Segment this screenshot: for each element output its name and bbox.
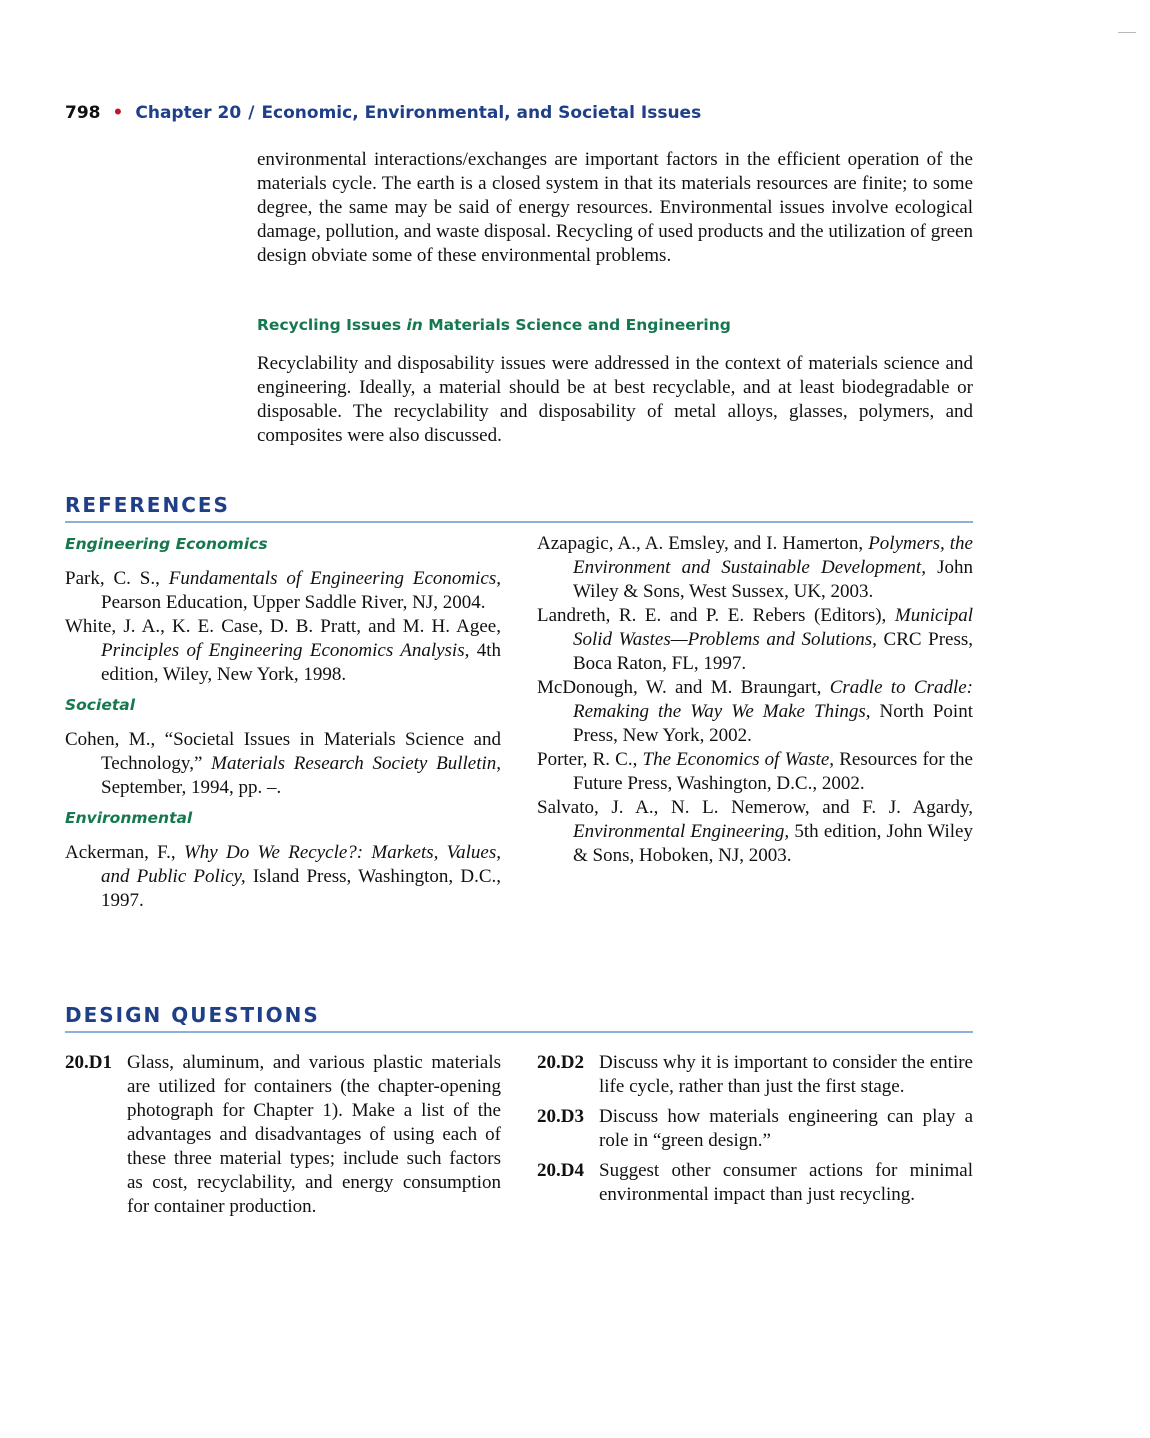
design-questions-heading: DESIGN QUESTIONS bbox=[65, 1001, 973, 1033]
question-number: 20.D2 bbox=[537, 1052, 584, 1073]
reference-authors: Cohen, M., “Societal Issues in Materials Science and Technology,” bbox=[65, 729, 501, 774]
reference-publication: , North Point Press, New York, 2002. bbox=[573, 701, 973, 746]
reference-salvato bbox=[537, 796, 973, 868]
reference-publication: CRC Press, Boca Raton, FL, 1997. bbox=[573, 629, 973, 674]
reference-title: Cradle to Cradle: Remaking the Way We Make Things bbox=[573, 677, 973, 722]
reference-porter bbox=[537, 748, 973, 796]
reference-publication: 4th edition, Wiley, New York, 1998. bbox=[101, 640, 501, 685]
reference-azapagic bbox=[537, 532, 973, 604]
ref-category-environmental: Environmental bbox=[65, 809, 193, 827]
reference-title: Environmental Engineering, bbox=[573, 821, 790, 842]
recycling-subheading-part1: Recycling Issues bbox=[257, 316, 407, 334]
reference-publication: John Wiley & Sons, West Sussex, UK, 2003. bbox=[573, 557, 973, 602]
question-text: Glass, aluminum, and various plastic materials are utilized for containers (the chapter-opening photograph for Chapter 1). Make a list of the advantages and disadvantages of using each of these three material types; include such factors as cost, recyclability, and energy consumption for container production. bbox=[127, 1052, 501, 1217]
reference-publication: September, 1994, pp. –. bbox=[101, 777, 282, 798]
chapter-label: Chapter 20 bbox=[135, 103, 242, 123]
reference-publication: Pearson Education, Upper Saddle River, NJ, 2004. bbox=[101, 592, 486, 613]
reference-authors: White, J. A., K. E. Case, D. B. Pratt, and M. H. Agee, bbox=[65, 616, 501, 637]
reference-title: Why Do We Recycle?: Markets, Values, and Public Policy, bbox=[101, 842, 502, 887]
page-number: 798 bbox=[65, 103, 101, 123]
reference-title: Polymers, the Environment and Sustainable Development, bbox=[573, 533, 973, 578]
reference-publication: Island Press, Washington, D.C., 1997. bbox=[101, 866, 501, 911]
reference-title: Principles of Engineering Economics Analysis, bbox=[101, 640, 470, 661]
reference-title: The Economics of Waste, bbox=[642, 749, 835, 770]
recycling-paragraph: Recyclability and disposability issues were addressed in the context of materials science and engineering. Ideally, a material should be at best recyclable, and at least biodegradable or disposable. The recyclability and disposability of metal alloys, glasses, polymers, and composites were also discussed. bbox=[257, 353, 973, 446]
reference-authors: Ackerman, F., bbox=[65, 842, 184, 863]
design-question-d1 bbox=[65, 1051, 501, 1219]
header-bullet: • bbox=[112, 103, 124, 123]
ref-category-societal: Societal bbox=[65, 696, 136, 714]
reference-authors: Azapagic, A., A. Emsley, and I. Hamerton, bbox=[537, 533, 869, 554]
reference-publication: Resources for the Future Press, Washington, D.C., 2002. bbox=[573, 749, 973, 794]
recycling-subheading-part2: Materials Science and Engineering bbox=[422, 316, 731, 334]
references-heading: REFERENCES bbox=[65, 491, 973, 523]
design-questions-left-column bbox=[65, 1051, 501, 1225]
intro-paragraph: environmental interactions/exchanges are important factors in the efficient operation of the materials cycle. The earth is a closed system in that its materials resources are finite; to some degree, the same may be said of energy resources. Environmental issues involve ecological damage, pollution, and waste disposal. Recycling of used products and the utilization of green design obviate some of these environmental problems. bbox=[257, 149, 973, 266]
corner-mark bbox=[1118, 32, 1136, 33]
references-right-column bbox=[537, 532, 973, 868]
reference-white bbox=[65, 615, 501, 687]
reference-title: Fundamentals of Engineering Economics, bbox=[168, 568, 501, 589]
reference-cohen bbox=[65, 728, 501, 800]
design-question-d3 bbox=[537, 1105, 973, 1153]
design-question-d2 bbox=[537, 1051, 973, 1099]
question-text: Discuss how materials engineering can play a role in “green design.” bbox=[599, 1106, 973, 1151]
running-header bbox=[65, 101, 701, 125]
question-text: Discuss why it is important to consider the entire life cycle, rather than just the first stage. bbox=[599, 1052, 973, 1097]
design-question-d4 bbox=[537, 1159, 973, 1207]
references-left-column bbox=[65, 532, 501, 913]
chapter-title: Economic, Environmental, and Societal Issues bbox=[261, 103, 702, 123]
design-questions-right-column bbox=[537, 1051, 973, 1213]
reference-mcdonough bbox=[537, 676, 973, 748]
reference-authors: Landreth, R. E. and P. E. Rebers (Editors), bbox=[537, 605, 895, 626]
question-number: 20.D3 bbox=[537, 1106, 584, 1127]
recycling-subheading bbox=[257, 316, 731, 334]
reference-authors: Park, C. S., bbox=[65, 568, 169, 589]
header-separator: / bbox=[248, 103, 255, 123]
reference-authors: Porter, R. C., bbox=[537, 749, 643, 770]
question-number: 20.D1 bbox=[65, 1052, 112, 1073]
reference-publication: 5th edition, John Wiley & Sons, Hoboken, NJ, 2003. bbox=[573, 821, 973, 866]
reference-title: Materials Research Society Bulletin, bbox=[211, 753, 501, 774]
reference-park bbox=[65, 567, 501, 615]
reference-landreth bbox=[537, 604, 973, 676]
question-number: 20.D4 bbox=[537, 1160, 584, 1181]
recycling-subheading-italic: in bbox=[406, 316, 423, 334]
reference-authors: Salvato, J. A., N. L. Nemerow, and F. J. Agardy, bbox=[537, 797, 973, 818]
reference-authors: McDonough, W. and M. Braungart, bbox=[537, 677, 830, 698]
reference-ackerman bbox=[65, 841, 501, 913]
ref-category-engineering-economics: Engineering Economics bbox=[65, 535, 268, 553]
reference-title: Municipal Solid Wastes—Problems and Solutions, bbox=[573, 605, 973, 650]
question-text: Suggest other consumer actions for minimal environmental impact than just recycling. bbox=[599, 1160, 973, 1205]
